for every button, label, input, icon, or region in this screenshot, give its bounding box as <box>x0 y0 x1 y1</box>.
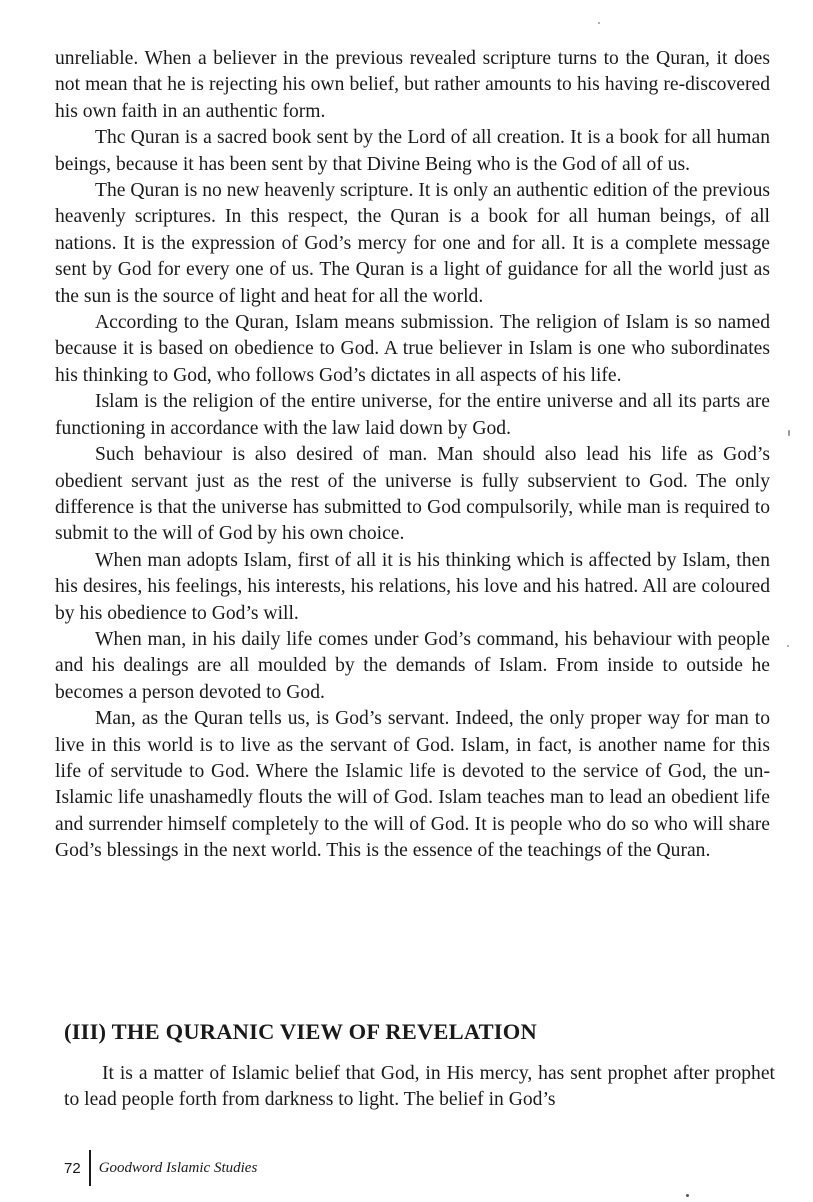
paragraph: Thc Quran is a sacred book sent by the Lord of all creation. It is a book for all human beings, because it has been sent by that Divine Being who is the God of all of us. <box>55 127 770 175</box>
page-number: 72 <box>64 1159 81 1177</box>
section-body <box>64 1061 775 1114</box>
scan-speck <box>598 22 600 24</box>
page-footer <box>64 1150 257 1186</box>
scan-speck <box>787 645 789 647</box>
paragraph: Such behaviour is also desired of man. Man should also lead his life as God’s obedient servant just as the rest of the universe is fully subservient to God. The only difference is that the universe has submitted to God compulsorily, while man is required to submit to the will of God by his own choice. <box>55 444 770 545</box>
paragraph-continued: unreliable. When a believer in the previous revealed scripture turns to the Quran, it does not mean that he is rejecting his own belief, but rather amounts to his having re-discovered his own faith in an authentic form. <box>55 48 770 122</box>
paragraph: Islam is the religion of the entire universe, for the entire universe and all its parts are functioning in accordance with the law laid down by God. <box>55 391 770 439</box>
scan-speck <box>788 430 790 436</box>
paragraph: It is a matter of Islamic belief that God, in His mercy, has sent prophet after prophet to lead people forth from darkness to light. The belief in God’s <box>64 1063 775 1111</box>
paragraph: When man adopts Islam, first of all it is his thinking which is affected by Islam, then his desires, his feelings, his interests, his relations, his love and his hatred. All are coloured by his obedience to God’s will. <box>55 549 770 624</box>
paragraph: Man, as the Quran tells us, is God’s servant. Indeed, the only proper way for man to live in this world is to live as the servant of God. Islam, in fact, is another name for this life of servitude to God. Where the Islamic life is devoted to the service of God, the un-Islamic life unashamedly flouts the will of God. Islam teaches man to lead an obedient life and surrender himself completely to the will of God. It is people who do so who will share God’s blessings in the next world. This is the essence of the teachings of the Quran. <box>55 708 770 862</box>
paragraph: When man, in his daily life comes under God’s command, his behaviour with people and his dealings are all moulded by the demands of Islam. From inside to outside he becomes a person devoted to God. <box>55 628 770 703</box>
paragraph: According to the Quran, Islam means submission. The religion of Islam is so named because it is based on obedience to God. A true believer in Islam is one who subordinates his thinking to God, who follows God’s dictates in all aspects of his life. <box>55 312 770 386</box>
paragraph: The Quran is no new heavenly scripture. It is only an authentic edition of the previous heavenly scriptures. In this respect, the Quran is a book for all human beings, of all nations. It is the expression of God’s mercy for one and for all. It is a complete message sent by God for every one of us. The Quran is a light of guidance for all the world just as the sun is the source of light and heat for all the world. <box>55 180 770 307</box>
scan-speck <box>686 1194 689 1197</box>
section-heading: (III) THE QURANIC VIEW OF REVELATION <box>64 1019 537 1044</box>
footer-divider <box>89 1150 91 1186</box>
footer-book-title: Goodword Islamic Studies <box>98 1159 258 1176</box>
body-text <box>55 46 770 865</box>
